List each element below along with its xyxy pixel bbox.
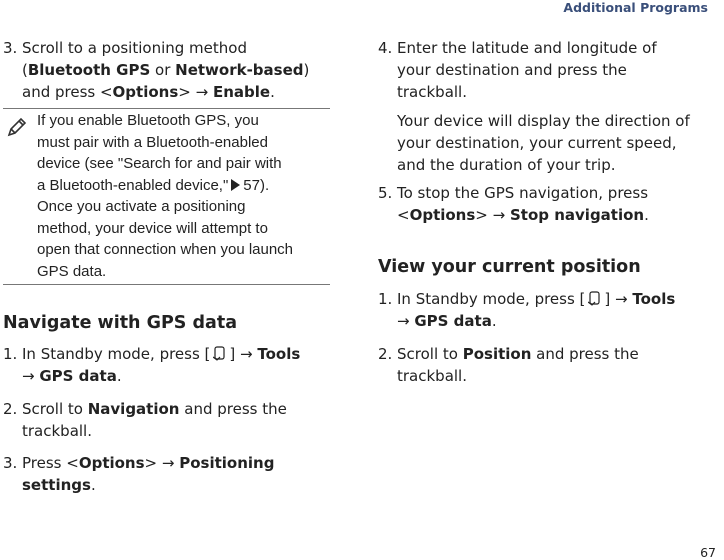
nav-step-3: 3. Press <Options> → Positioning settings. bbox=[3, 454, 275, 494]
note-top-rule bbox=[3, 108, 330, 109]
page-number: 67 bbox=[700, 545, 716, 560]
heading-view-position: View your current position bbox=[378, 257, 641, 277]
nav-step-2: 2. Scroll to Navigation and press the trackball. bbox=[3, 400, 287, 440]
heading-navigate: Navigate with GPS data bbox=[3, 313, 238, 333]
note-text: If you enable Bluetooth GPS, you must pair with a Bluetooth-enabled device (see "Search for and pair with a Bluetooth-enabled device," 57). Once you activate a positioning method, your device will attempt to open that connection when you launch GPS data. bbox=[37, 112, 294, 280]
menu-key-icon bbox=[588, 291, 601, 306]
menu-key-icon bbox=[213, 346, 226, 361]
pencil-note-icon bbox=[6, 116, 28, 138]
step-4-result: Your device will display the direction of your destination, your current speed, and the duration of your trip. bbox=[397, 112, 690, 174]
nav-step-5: 5. To stop the GPS navigation, press <Options> → Stop navigation. bbox=[378, 184, 649, 224]
section-header: Additional Programs bbox=[563, 0, 708, 15]
note-bottom-rule bbox=[3, 284, 330, 285]
step-3-positioning: 3. Scroll to a positioning method (Bluetooth GPS or Network-based) and press <Options> → Enable. bbox=[3, 39, 310, 101]
view-step-2: 2. Scroll to Position and press the trackball. bbox=[378, 345, 639, 385]
nav-step-4: 4. Enter the latitude and longitude of your destination and press the trackball. Your device will display the direction of your destination, your current speed, and the duration of your trip. bbox=[378, 37, 718, 176]
page-reference-arrow-icon bbox=[231, 179, 240, 191]
view-step-1: 1. In Standby mode, press [ ] → Tools → GPS data. bbox=[378, 290, 676, 330]
nav-step-1: 1. In Standby mode, press [ ] → Tools → GPS data. bbox=[3, 345, 301, 385]
